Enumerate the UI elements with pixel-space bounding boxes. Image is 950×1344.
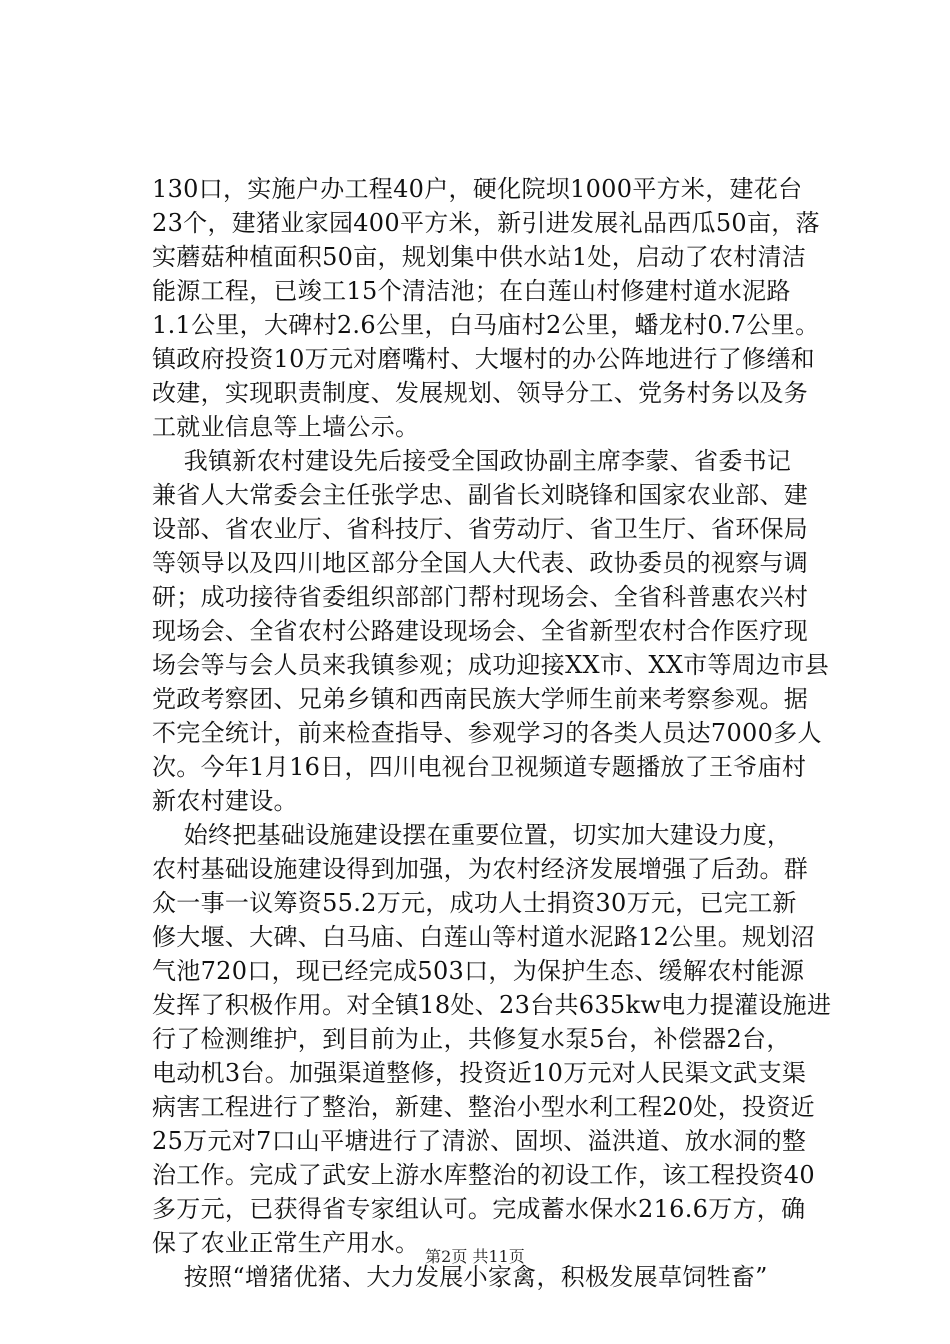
text-line: 修大堰、大碑、白马庙、白莲山等村道水泥路12公里。规划沼 — [152, 923, 815, 951]
text-line: 行了检测维护，到目前为止，共修复水泵5台，补偿器2台， — [152, 1025, 791, 1053]
text-line: 1.1公里，大碑村2.6公里，白马庙村2公里，蟠龙村0.7公里。 — [152, 311, 820, 339]
text-line: 多万元，已获得省专家组认可。完成蓄水保水216.6万方，确 — [152, 1195, 806, 1223]
text-line: 我镇新农村建设先后接受全国政协副主席李蒙、省委书记 — [152, 447, 792, 475]
text-line: 保了农业正常生产用水。 — [152, 1229, 420, 1257]
text-line: 新农村建设。 — [152, 787, 298, 815]
text-line: 始终把基础设施建设摆在重要位置，切实加大建设力度， — [152, 821, 792, 849]
text-line: 23个，建猪业家园400平方米，新引进发展礼品西瓜50亩，落 — [152, 209, 820, 237]
text-line: 工就业信息等上墙公示。 — [152, 413, 420, 441]
text-line: 病害工程进行了整治，新建、整治小型水利工程20处，投资近 — [152, 1093, 815, 1121]
text-line: 次。今年1月16日，四川电视台卫视频道专题播放了王爷庙村 — [152, 753, 807, 781]
text-line: 设部、省农业厅、省科技厅、省劳动厅、省卫生厅、省环保局 — [152, 515, 809, 543]
text-line: 等领导以及四川地区部分全国人大代表、政协委员的视察与调 — [152, 549, 809, 577]
text-line: 研；成功接待省委组织部部门帮村现场会、全省科普惠农兴村 — [152, 583, 809, 611]
text-line: 按照“增猪优猪、大力发展小家禽，积极发展草饲牲畜” — [152, 1263, 768, 1291]
document-body — [152, 172, 872, 1294]
text-line: 实蘑菇种植面积50亩，规划集中供水站1处，启动了农村清洁 — [152, 243, 807, 271]
text-line: 治工作。完成了武安上游水库整治的初设工作，该工程投资40 — [152, 1161, 815, 1189]
text-line: 党政考察团、兄弟乡镇和西南民族大学师生前来考察参观。据 — [152, 685, 809, 713]
text-line: 镇政府投资10万元对磨嘴村、大堰村的办公阵地进行了修缮和 — [152, 345, 815, 373]
text-line: 发挥了积极作用。对全镇18处、23台共635kw电力提灌设施进 — [152, 991, 832, 1019]
text-line: 25万元对7口山平塘进行了清淤、固坝、溢洪道、放水洞的整 — [152, 1127, 807, 1155]
text-line: 130口，实施户办工程40户，硬化院坝1000平方米，建花台 — [152, 175, 803, 203]
text-line: 气池720口，现已经完成503口，为保护生态、缓解农村能源 — [152, 957, 805, 985]
text-line: 不完全统计，前来检查指导、参观学习的各类人员达7000多人 — [152, 719, 822, 747]
text-line: 改建，实现职责制度、发展规划、领导分工、党务村务以及务 — [152, 379, 809, 407]
text-line: 兼省人大常委会主任张学忠、副省长刘晓锋和国家农业部、建 — [152, 481, 809, 509]
text-line: 农村基础设施建设得到加强，为农村经济发展增强了后劲。群 — [152, 855, 809, 883]
text-line: 能源工程，已竣工15个清洁池；在白莲山村修建村道水泥路 — [152, 277, 791, 305]
text-line: 众一事一议筹资55.2万元，成功人士捐资30万元，已完工新 — [152, 889, 797, 917]
text-line: 现场会、全省农村公路建设现场会、全省新型农村合作医疗现 — [152, 617, 809, 645]
text-line: 电动机3台。加强渠道整修，投资近10万元对人民渠文武支渠 — [152, 1059, 807, 1087]
page-number-footer: 第2页 共11页 — [425, 1247, 525, 1266]
text-line: 场会等与会人员来我镇参观；成功迎接XX市、XX市等周边市县 — [152, 651, 830, 679]
